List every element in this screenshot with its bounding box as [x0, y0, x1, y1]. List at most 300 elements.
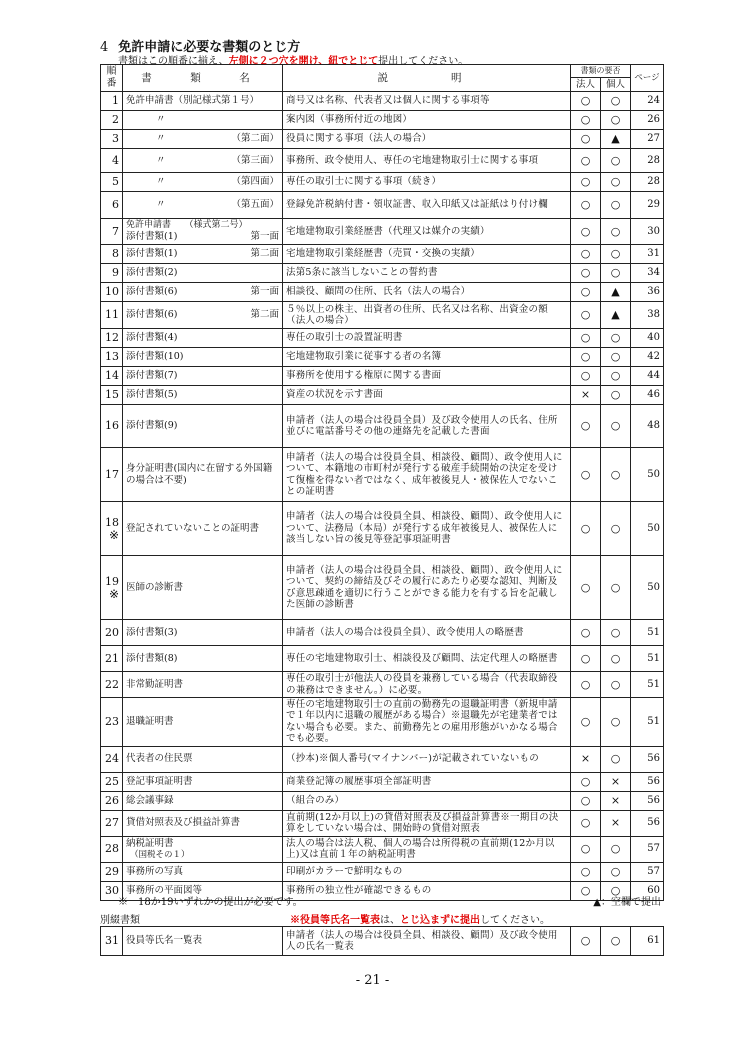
corporate-requirement: ○: [571, 881, 601, 900]
page-reference: 57: [631, 836, 664, 862]
document-name-text: 添付書類(10): [126, 351, 184, 363]
table-row: [101, 862, 664, 881]
individual-requirement: ○: [601, 646, 631, 672]
document-description: （組合のみ）: [283, 791, 571, 810]
corporate-requirement: ○: [571, 219, 601, 245]
document-name-text: 退職証明書: [126, 716, 174, 728]
individual-requirement: ○: [601, 386, 631, 405]
table-row: [101, 448, 664, 502]
document-name-text: 〃: [156, 154, 166, 166]
individual-requirement: ▲: [601, 283, 631, 302]
row-number-text: 12: [105, 331, 119, 345]
document-name-text: 〃: [156, 176, 166, 188]
document-face: 第二面: [250, 309, 279, 321]
corporate-requirement: ○: [571, 130, 601, 149]
document-name: [123, 620, 283, 646]
document-name-text: 〃: [156, 133, 166, 145]
document-description: 商業登記簿の履歴事項全部証明書: [283, 772, 571, 791]
table-row: [101, 245, 664, 264]
row-number-text: 3: [112, 132, 119, 146]
corporate-requirement: ○: [571, 348, 601, 367]
page-reference: 50: [631, 448, 664, 502]
page-reference: 31: [631, 245, 664, 264]
corporate-requirement: ○: [571, 448, 601, 502]
row-number: [101, 836, 123, 862]
document-name-text: 〃: [156, 114, 166, 126]
document-name-text-2: 添付書類(1): [126, 231, 178, 243]
row-number: [101, 556, 123, 620]
page-reference: 42: [631, 348, 664, 367]
document-name-text: 添付書類(9): [126, 420, 178, 432]
page-reference: 56: [631, 791, 664, 810]
corporate-requirement: ○: [571, 862, 601, 881]
row-number: [101, 448, 123, 502]
row-number: [101, 173, 123, 192]
individual-requirement: ○: [601, 698, 631, 747]
table-row: [101, 405, 664, 448]
document-description: 専任の取引士の設置証明書: [283, 329, 571, 348]
row-number-text: 2: [112, 113, 119, 127]
header-page: ページ: [631, 65, 664, 92]
document-description: 専任の宅地建物取引士、相談役及び顧問、法定代理人の略歴書: [283, 646, 571, 672]
corporate-requirement: ○: [571, 810, 601, 836]
individual-requirement: ×: [601, 772, 631, 791]
page-reference: 51: [631, 698, 664, 747]
row-number-text: 18: [105, 515, 119, 529]
corporate-requirement: ○: [571, 791, 601, 810]
document-face: 第二面: [250, 248, 279, 260]
row-number-text: 21: [105, 651, 119, 665]
row-number: [101, 810, 123, 836]
row-number: [101, 367, 123, 386]
document-name-text: 〃: [156, 199, 166, 211]
corporate-requirement: ○: [571, 620, 601, 646]
document-name: [123, 556, 283, 620]
document-name: [123, 173, 283, 192]
document-name-text: 添付書類(4): [126, 332, 178, 344]
intro-text: 書類はこの順番に揃え、: [118, 56, 229, 67]
page-number: - 21 -: [355, 973, 390, 988]
document-description: 法人の場合は法人税、個人の場合は所得税の直前期(12か月以上)又は直前１年の納税証明書: [283, 836, 571, 862]
row-number-text: 28: [105, 842, 119, 856]
individual-requirement: ○: [601, 746, 631, 772]
individual-requirement: ○: [601, 92, 631, 111]
individual-requirement: ○: [601, 111, 631, 130]
document-description: 専任の取引士に関する事項（続き）: [283, 173, 571, 192]
section-title-text: 免許申請に必要な書類のとじ方: [118, 40, 301, 55]
document-description: 申請者（法人の場合は役員全員、相談役、顧問）及び政令使用人の氏名一覧表: [283, 927, 571, 956]
row-number-text: 14: [105, 369, 119, 383]
corporate-requirement: ○: [571, 302, 601, 329]
document-description: 法第5条に該当しないことの誓約書: [283, 264, 571, 283]
separate-note-text: は、: [380, 915, 400, 926]
table-row: [101, 646, 664, 672]
page-reference: 60: [631, 881, 664, 900]
page-reference: 28: [631, 149, 664, 173]
separate-note-emphasis: ※役員等氏名一覧表: [290, 915, 380, 926]
table-row: [101, 672, 664, 698]
document-description: 申請者（法人の場合は役員全員）、政令使用人の略歴書: [283, 620, 571, 646]
header-individual: 個人: [601, 77, 631, 91]
document-name-text: 身分証明書(国内に在留する外国籍の場合は不要): [126, 463, 273, 486]
document-name-text: 添付書類(2): [126, 267, 178, 279]
individual-requirement: ○: [601, 245, 631, 264]
table-row: [101, 92, 664, 111]
page-reference: 51: [631, 620, 664, 646]
table-row: [101, 173, 664, 192]
row-number: [101, 192, 123, 219]
document-name: [123, 698, 283, 747]
document-description: 相談役、顧問の住所、氏名（法人の場合）: [283, 283, 571, 302]
document-description: 直前期(12か月以上)の貸借対照表及び損益計算書※一期目の決算をしていない場合は、開始時の貸借対照表: [283, 810, 571, 836]
row-number: [101, 405, 123, 448]
page-reference: 27: [631, 130, 664, 149]
corporate-requirement: ○: [571, 836, 601, 862]
corporate-requirement: ○: [571, 92, 601, 111]
separate-docs-note: [290, 911, 550, 926]
row-number-text: 24: [105, 752, 119, 766]
document-name: [123, 348, 283, 367]
individual-requirement: ○: [601, 448, 631, 502]
document-face: （第二面）: [231, 133, 279, 145]
corporate-requirement: ○: [571, 672, 601, 698]
row-number: [101, 92, 123, 111]
document-name-text: 事務所の平面図等: [126, 884, 203, 896]
document-name: [123, 111, 283, 130]
document-name: [123, 810, 283, 836]
individual-requirement: ○: [601, 502, 631, 556]
document-name-text: 添付書類(5): [126, 389, 178, 401]
document-name: [123, 192, 283, 219]
document-name-text: 添付書類(7): [126, 370, 178, 382]
table-row: [101, 502, 664, 556]
page-reference: 44: [631, 367, 664, 386]
row-number-text: 20: [105, 625, 119, 639]
row-number-text: 13: [105, 350, 119, 364]
page-reference: 29: [631, 192, 664, 219]
document-face: 第一面: [250, 231, 279, 243]
document-description: 申請者（法人の場合は役員全員、相談役、顧問）、政令使用人について、契約の締結及びその履行にあたり必要な認知、判断及び意思疎通を適切に行うことができる能力を有する旨を記載した医師の診断書: [283, 556, 571, 620]
individual-requirement: ○: [601, 862, 631, 881]
row-number: [101, 646, 123, 672]
documents-table: [100, 64, 664, 901]
corporate-requirement: ○: [571, 556, 601, 620]
individual-requirement: ○: [601, 173, 631, 192]
row-number-text: 9: [112, 266, 119, 280]
header-description: 説 明: [283, 65, 571, 92]
legend-triangle: ▲：空欄で提出: [593, 897, 661, 908]
row-number: [101, 329, 123, 348]
table-row: [101, 698, 664, 747]
row-number: [101, 502, 123, 556]
individual-requirement: ○: [601, 881, 631, 900]
footnote-18-19: ※ 18か19いずれかの提出が必要です。: [118, 897, 303, 908]
row-number-text: 29: [105, 864, 119, 878]
table-row: [101, 283, 664, 302]
page-reference: 50: [631, 556, 664, 620]
document-name-text: 添付書類(6): [126, 309, 178, 321]
individual-requirement: ○: [601, 329, 631, 348]
document-name-text: 代表者の住民票: [126, 753, 193, 765]
required-either-mark: ※: [108, 528, 119, 543]
document-name-text: 総会議事録: [126, 794, 174, 806]
row-number-text: 22: [105, 677, 119, 691]
document-description: 役員に関する事項（法人の場合）: [283, 130, 571, 149]
row-number-text: 1: [112, 94, 119, 108]
document-description: 事務所の独立性が確認できるもの: [283, 881, 571, 900]
page-reference: 48: [631, 405, 664, 448]
individual-requirement: ○: [601, 556, 631, 620]
individual-requirement: ○: [601, 620, 631, 646]
individual-requirement: ○: [601, 672, 631, 698]
corporate-requirement: ○: [571, 283, 601, 302]
document-description: 事務所を使用する権原に関する書面: [283, 367, 571, 386]
table-row: [101, 367, 664, 386]
page-reference: 56: [631, 772, 664, 791]
separate-note-text-end: してください。: [480, 915, 550, 926]
row-number-text: 8: [112, 247, 119, 261]
document-name: [123, 862, 283, 881]
document-name: [123, 746, 283, 772]
corporate-requirement: ○: [571, 264, 601, 283]
individual-requirement: ○: [601, 192, 631, 219]
row-number-text: 19: [105, 574, 119, 588]
row-number: [101, 746, 123, 772]
row-number-text: 11: [105, 308, 119, 322]
table-row: [101, 111, 664, 130]
table-row: [101, 130, 664, 149]
page-reference: 30: [631, 219, 664, 245]
row-number-text: 6: [112, 198, 119, 212]
document-name: [123, 130, 283, 149]
document-description: 案内図（事務所付近の地図）: [283, 111, 571, 130]
document-face: （第四面）: [231, 176, 279, 188]
individual-requirement: ×: [601, 810, 631, 836]
document-name: [123, 386, 283, 405]
page-reference: 34: [631, 264, 664, 283]
intro-text-end: 提出してください。: [378, 56, 469, 67]
separate-docs-label: 別綴書類: [100, 915, 140, 926]
table-row: [101, 791, 664, 810]
row-number: [101, 348, 123, 367]
corporate-requirement: ○: [571, 111, 601, 130]
row-number: 31: [101, 927, 123, 956]
row-number: [101, 283, 123, 302]
row-number: [101, 791, 123, 810]
document-description: （抄本)※個人番号(マイナンバー)が記載されていないもの: [283, 746, 571, 772]
document-name: [123, 672, 283, 698]
document-name: [123, 302, 283, 329]
row-number-text: 10: [105, 285, 119, 299]
row-number-text: 17: [105, 467, 119, 481]
header-document-name: 書 類 名: [123, 65, 283, 92]
row-number: [101, 219, 123, 245]
header-corporate: 法人: [571, 77, 601, 91]
document-name: [123, 502, 283, 556]
document-name-text: 添付書類(3): [126, 626, 178, 638]
row-number-text: 4: [112, 153, 119, 167]
row-number-text: 5: [112, 175, 119, 189]
table-row: [101, 192, 664, 219]
row-number: [101, 772, 123, 791]
individual-requirement: ○: [601, 836, 631, 862]
table-row: [101, 620, 664, 646]
row-number: [101, 386, 123, 405]
document-description: 事務所、政令使用人、専任の宅地建物取引士に関する事項: [283, 149, 571, 173]
header-requirement: 書類の要否: [571, 65, 631, 78]
document-description: 宅地建物取引業経歴書（代理又は媒介の実績）: [283, 219, 571, 245]
individual-requirement: ×: [601, 791, 631, 810]
row-number: [101, 620, 123, 646]
document-name: [123, 264, 283, 283]
individual-requirement: ○: [601, 405, 631, 448]
row-number-text: 23: [105, 715, 119, 729]
page-reference: 56: [631, 810, 664, 836]
corporate-requirement: ○: [571, 772, 601, 791]
corporate-requirement: ○: [571, 245, 601, 264]
intro-emphasis: 左側に２つ穴を開け、紐でとじて: [228, 56, 379, 67]
document-name-text: 登記事項証明書: [126, 775, 193, 787]
corporate-requirement: ○: [571, 698, 601, 747]
page-reference: 38: [631, 302, 664, 329]
separate-note-emphasis-2: とじ込まずに提出: [400, 915, 480, 926]
page-reference: 57: [631, 862, 664, 881]
document-description: 申請者（法人の場合は役員全員、相談役、顧問）、政令使用人について、本籍地の市町村が発行する破産手続開始の決定を受けて復権を得ない者ではなく、成年被後見人・被保佐人でないことの証明書: [283, 448, 571, 502]
document-name-text: 非常勤証明書: [126, 678, 184, 690]
row-number: [101, 264, 123, 283]
separate-documents-table: [100, 926, 664, 956]
document-name: [123, 283, 283, 302]
table-row: [101, 302, 664, 329]
document-description: 宅地建物取引業経歴書（売買・交換の実績）: [283, 245, 571, 264]
table-row: [101, 329, 664, 348]
individual-requirement: ○: [601, 367, 631, 386]
row-number: [101, 111, 123, 130]
page-reference: 51: [631, 646, 664, 672]
document-name: [123, 245, 283, 264]
corporate-requirement: ×: [571, 746, 601, 772]
table-row: [101, 149, 664, 173]
document-description: 申請者（法人の場合は役員全員）及び政令使用人の氏名、住所並びに電話番号その他の連絡先を記載した書面: [283, 405, 571, 448]
row-number-text: 25: [105, 774, 119, 788]
row-number-text: 30: [105, 883, 119, 897]
row-number-text: 26: [105, 793, 119, 807]
individual-requirement: ○: [601, 348, 631, 367]
document-description: ５％以上の株主、出資者の住所、氏名又は名称、出資金の額（法人の場合）: [283, 302, 571, 329]
corporate-requirement: ○: [571, 149, 601, 173]
section-number: 4: [100, 40, 109, 55]
required-either-mark: ※: [108, 587, 119, 602]
document-description: 商号又は名称、代表者又は個人に関する事項等: [283, 92, 571, 111]
document-name: [123, 367, 283, 386]
document-name-text: 添付書類(6): [126, 286, 178, 298]
document-name: [123, 219, 283, 245]
individual-requirement: ▲: [601, 302, 631, 329]
individual-requirement: ▲: [601, 130, 631, 149]
page-reference: 50: [631, 502, 664, 556]
document-name-text: 貸借対照表及び損益計算書: [126, 817, 241, 829]
document-name-note: （国税その１）: [130, 849, 190, 860]
row-number-text: 16: [105, 419, 119, 433]
table-row: [101, 772, 664, 791]
document-name-text: 免許申請書（別記様式第１号）: [126, 95, 260, 107]
corporate-requirement: ○: [571, 927, 601, 956]
table-row: [101, 927, 664, 956]
corporate-requirement: ×: [571, 386, 601, 405]
document-name: [123, 405, 283, 448]
row-number-text: 27: [105, 816, 119, 830]
row-number-text: 15: [105, 388, 119, 402]
document-name: 役員等氏名一覧表: [123, 927, 283, 956]
table-row: [101, 556, 664, 620]
document-face: （第五面）: [231, 199, 279, 211]
individual-requirement: ○: [601, 264, 631, 283]
page-reference: 40: [631, 329, 664, 348]
document-name: [123, 92, 283, 111]
row-number: [101, 302, 123, 329]
individual-requirement: ○: [601, 149, 631, 173]
row-number: [101, 672, 123, 698]
document-name-text: 納税証明書: [126, 838, 174, 850]
table-row: [101, 836, 664, 862]
document-name: [123, 149, 283, 173]
document-name-text: 添付書類(1): [126, 248, 178, 260]
individual-requirement: ○: [601, 927, 631, 956]
page-reference: 26: [631, 111, 664, 130]
page-reference: 36: [631, 283, 664, 302]
document-description: 専任の取引士が他法人の役員を兼務している場合（代表取締役の兼務はできません。）に必要。: [283, 672, 571, 698]
document-description: 申請者（法人の場合は役員全員、相談役、顧問）、政令使用人について、法務局（本局）が発行する成年被後見人、被保佐人に該当しない旨の後見等登記事項証明書: [283, 502, 571, 556]
individual-requirement: ○: [601, 219, 631, 245]
document-name: [123, 646, 283, 672]
document-name-text: 医師の診断書: [126, 581, 184, 593]
table-row: [101, 746, 664, 772]
table-row: [101, 810, 664, 836]
document-name: [123, 448, 283, 502]
page-reference: 51: [631, 672, 664, 698]
document-name: [123, 329, 283, 348]
page-reference: 46: [631, 386, 664, 405]
corporate-requirement: ○: [571, 367, 601, 386]
page-reference: 28: [631, 173, 664, 192]
page-reference: 61: [631, 927, 664, 956]
document-face: （第三面）: [231, 154, 279, 166]
corporate-requirement: ○: [571, 405, 601, 448]
document-name: [123, 836, 283, 862]
document-description: 宅地建物取引業に従事する者の名簿: [283, 348, 571, 367]
page-reference: 24: [631, 92, 664, 111]
document-face: 第一面: [250, 286, 279, 298]
header-order: 順番: [101, 65, 123, 92]
row-number: [101, 862, 123, 881]
table-row: [101, 264, 664, 283]
page-reference: 56: [631, 746, 664, 772]
document-description: 印刷がカラーで鮮明なもの: [283, 862, 571, 881]
corporate-requirement: ○: [571, 502, 601, 556]
corporate-requirement: ○: [571, 646, 601, 672]
document-name: [123, 772, 283, 791]
table-row: [101, 348, 664, 367]
row-number: [101, 698, 123, 747]
document-name-text: 登記されていないことの証明書: [126, 522, 260, 534]
corporate-requirement: ○: [571, 192, 601, 219]
document-name-text: 添付書類(8): [126, 652, 178, 664]
document-description: 登録免許税納付書・領収証書、収入印紙又は証紙はり付け欄: [283, 192, 571, 219]
document-description: 資産の状況を示す書面: [283, 386, 571, 405]
table-row: [101, 219, 664, 245]
corporate-requirement: ○: [571, 173, 601, 192]
row-number: [101, 245, 123, 264]
